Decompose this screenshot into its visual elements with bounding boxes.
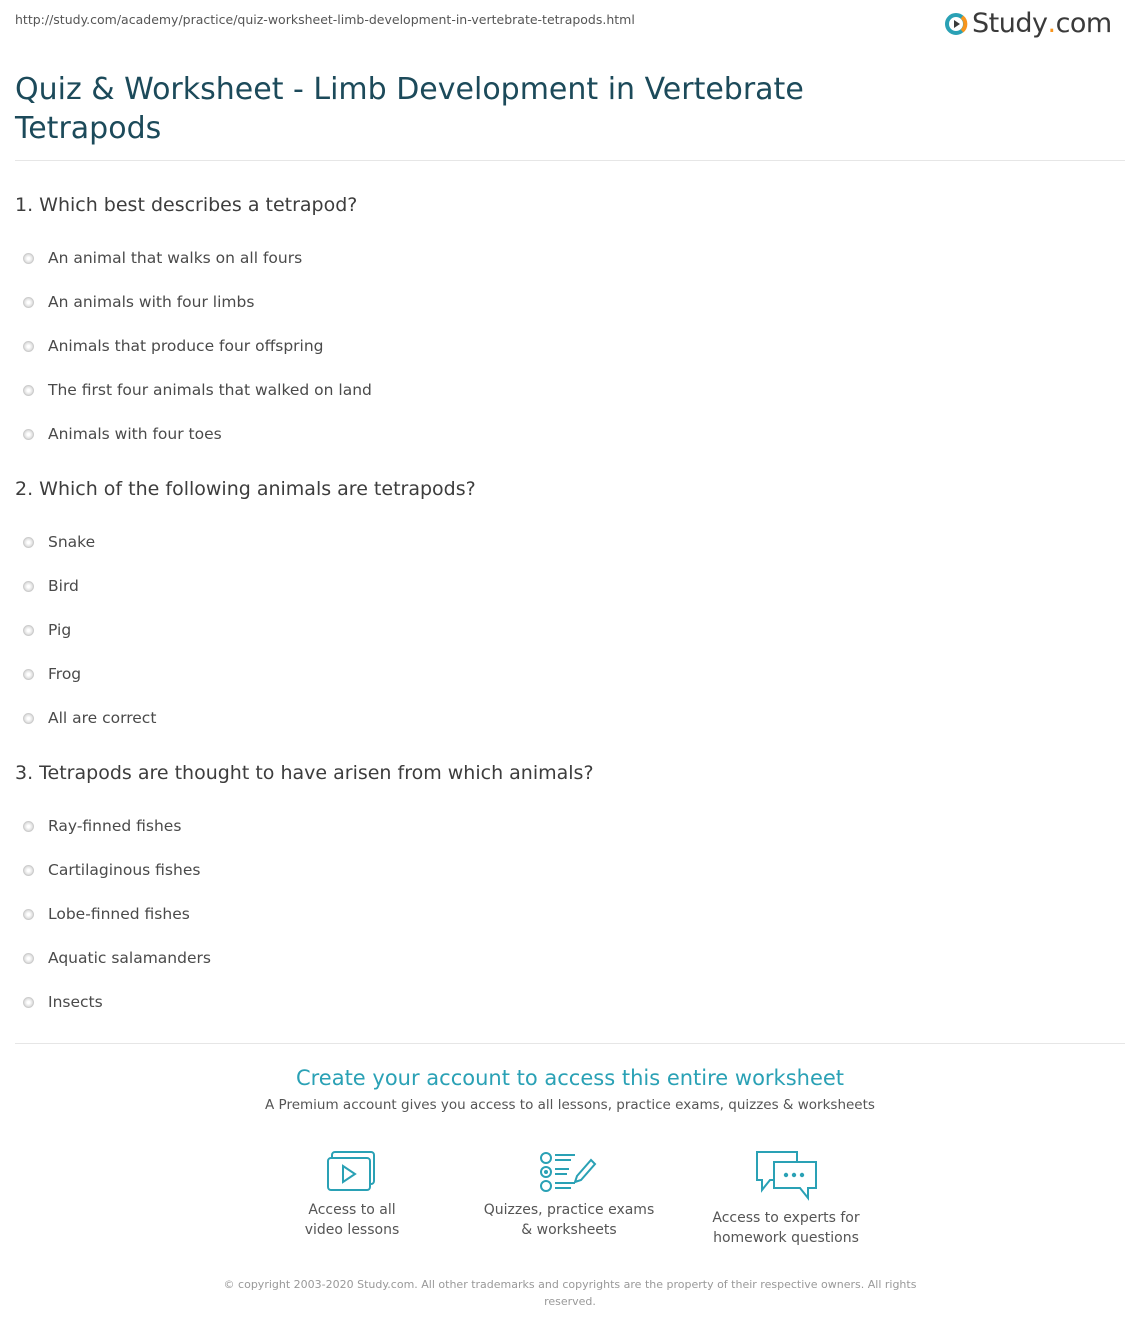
study-logo[interactable] (944, 8, 1112, 39)
question-1 (15, 194, 372, 456)
answer-option[interactable] (15, 892, 594, 936)
radio-button[interactable] (23, 297, 34, 308)
radio-button[interactable] (23, 537, 34, 548)
feature-quizzes (469, 1150, 669, 1240)
answer-option[interactable] (15, 564, 476, 608)
radio-button[interactable] (23, 909, 34, 920)
answer-option[interactable] (15, 980, 594, 1024)
copyright: © copyright 2003-2020 Study.com. All other trademarks and copyrights are the property of their respective owners. All rights reserved. (223, 1278, 917, 1308)
feature-experts (686, 1150, 886, 1248)
answer-label: Pig (48, 621, 72, 639)
answer-label: Insects (48, 993, 103, 1011)
question-text: 2. Which of the following animals are tetrapods? (15, 478, 476, 500)
answer-option[interactable] (15, 804, 594, 848)
radio-button[interactable] (23, 821, 34, 832)
quiz-checklist-icon (539, 1150, 599, 1194)
answer-option[interactable] (15, 368, 372, 412)
answer-label: An animals with four limbs (48, 293, 255, 311)
answer-label: All are correct (48, 709, 157, 727)
logo-text: Study (972, 8, 1048, 39)
answer-option[interactable] (15, 848, 594, 892)
logo-suffix: com (1055, 8, 1112, 39)
radio-button[interactable] (23, 385, 34, 396)
video-icon (326, 1150, 378, 1194)
answer-option[interactable] (15, 520, 476, 564)
answer-label: An animal that walks on all fours (48, 249, 303, 267)
question-text: 3. Tetrapods are thought to have arisen from which animals? (15, 762, 594, 784)
answer-label: Animals with four toes (48, 425, 222, 443)
logo-dot: . (1047, 8, 1056, 39)
feature-label: Access to all (308, 1202, 396, 1218)
feature-video-lessons (252, 1150, 452, 1240)
page-url: http://study.com/academy/practice/quiz-worksheet-limb-development-in-vertebrate-tetrapods.html (15, 12, 635, 27)
question-3 (15, 762, 594, 1024)
cta-subtitle: A Premium account gives you access to all lessons, practice exams, quizzes & worksheets (265, 1097, 875, 1113)
answer-option[interactable] (15, 236, 372, 280)
feature-label: Access to experts for (712, 1210, 860, 1226)
radio-button[interactable] (23, 253, 34, 264)
radio-button[interactable] (23, 341, 34, 352)
answer-label: Cartilaginous fishes (48, 861, 201, 879)
feature-label: homework questions (713, 1230, 859, 1246)
answer-option[interactable] (15, 412, 372, 456)
answer-option[interactable] (15, 280, 372, 324)
create-account-link[interactable]: Create your account to access this entire worksheet (295, 1066, 845, 1090)
answer-label: Bird (48, 577, 79, 595)
radio-button[interactable] (23, 669, 34, 680)
answer-option[interactable] (15, 696, 476, 740)
page-title: Quiz & Worksheet - Limb Development in Vertebrate Tetrapods (15, 72, 804, 146)
play-logo-icon (944, 12, 968, 36)
radio-button[interactable] (23, 865, 34, 876)
radio-button[interactable] (23, 581, 34, 592)
question-text: 1. Which best describes a tetrapod? (15, 194, 358, 216)
radio-button[interactable] (23, 625, 34, 636)
divider (15, 1043, 1125, 1044)
answer-label: Ray-finned fishes (48, 817, 182, 835)
answer-label: Snake (48, 533, 96, 551)
answer-option[interactable] (15, 936, 594, 980)
feature-label: & worksheets (521, 1222, 617, 1238)
answer-option[interactable] (15, 652, 476, 696)
chat-bubbles-icon (754, 1150, 818, 1202)
answer-option[interactable] (15, 608, 476, 652)
answer-label: Lobe-finned fishes (48, 905, 190, 923)
answer-label: The first four animals that walked on land (48, 381, 372, 399)
answer-label: Animals that produce four offspring (48, 337, 324, 355)
answer-option[interactable] (15, 324, 372, 368)
answer-label: Frog (48, 665, 82, 683)
radio-button[interactable] (23, 713, 34, 724)
radio-button[interactable] (23, 429, 34, 440)
answer-label: Aquatic salamanders (48, 949, 211, 967)
question-2 (15, 478, 476, 740)
radio-button[interactable] (23, 997, 34, 1008)
radio-button[interactable] (23, 953, 34, 964)
feature-label: Quizzes, practice exams (483, 1202, 655, 1218)
divider (15, 160, 1125, 161)
feature-label: video lessons (304, 1222, 400, 1238)
